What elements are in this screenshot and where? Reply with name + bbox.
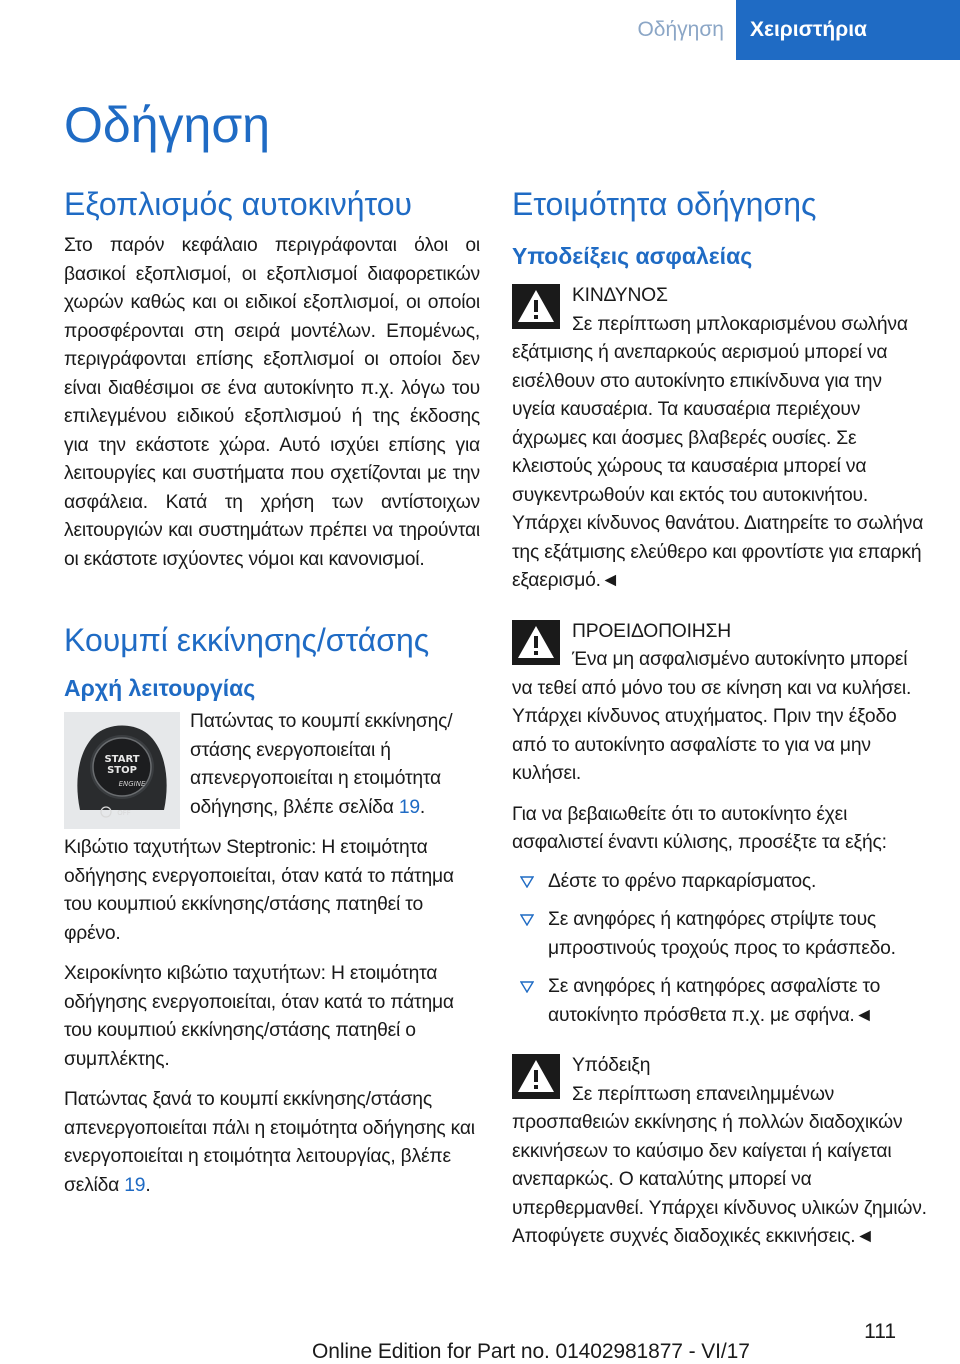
image-stop-text: STOP: [107, 765, 137, 776]
warning-triangle-icon: [512, 284, 560, 329]
image-off-text: OFF: [117, 809, 131, 817]
bullet-triangle-icon: [520, 981, 534, 993]
warning-triangle-icon: [512, 620, 560, 665]
rolling-check-paragraph: Για να βεβαιωθείτε ότι το αυτοκίνητο έχει ασφαλιστεί έναντι κύλισης, προσέξτε τα εξής:: [512, 803, 887, 853]
note-label: Υπόδειξη: [572, 1055, 651, 1076]
page-link-19[interactable]: 19: [398, 796, 420, 818]
image-start-text: START: [104, 754, 140, 765]
page-link-19-b[interactable]: 19: [124, 1174, 146, 1196]
subsection-title-safety: Υποδείξεις ασφαλείας: [512, 243, 753, 269]
rolling-steps-list: [512, 868, 928, 1031]
section-title-start-stop-button: Κουμπί εκκίνησης/στάσης: [64, 622, 430, 658]
page-header: [0, 0, 960, 62]
start-stop-paragraph-3: Χειροκίνητο κιβώτιο ταχυτήτων: Η ετοιμότητα οδήγησης ενεργοποιείται, όταν κατά το πάτημα του κουμπιού εκκίνησης/στάσης πατηθεί ο συμπλέκτης.: [64, 963, 454, 1070]
caution-warning: [512, 618, 928, 789]
left-column: [64, 176, 480, 1200]
page-footer: [0, 1320, 960, 1362]
vehicle-equipment-paragraph: Στο παρόν κεφάλαιο περιγράφονται όλοι οι βασικοί εξοπλισμοί, οι εξοπλισμοί διαφορετικών χωρών καθώς και οι ειδικοί εξοπλισμοί, οι οποίοι προσφέρονται στη σειρά μοντέλων. Επομένως, περιγράφονται επίσης εξοπλισμοί οι οποίοι δεν είναι διαθέσιμοι σε ένα αυτοκίνητο π.χ. λόγω του επιλεγμένου ειδικού εξοπλισμού ή της έκδοσης για την εκάστοτε χώρα. Αυτό ισχύει επίσης για λειτουργίες και συστήματα που σχετίζονται με την ασφάλεια. Κατά τη χρήση των αντίστοιχων λειτουργιών και συστημάτων πρέπει να τηρούνται οι εκάστοτε ισχύοντες νόμοι και κανονισμοί.: [64, 235, 480, 570]
caution-text: Ένα μη ασφαλισμένο αυτοκίνητο μπορεί να τεθεί από μόνο του σε κίνηση και να κυλήσει. Υπάρχει κίνδυνος ατυχήματος. Πριν την έξοδο από το αυτοκίνητο ασφαλίστε το για να μην κυλήσει.: [512, 649, 912, 784]
header-chapter-tab[interactable]: Χειριστήρια: [736, 0, 960, 60]
danger-label: ΚΙΝΔΥΝΟΣ: [572, 285, 668, 306]
start-stop-paragraph-2: Κιβώτιο ταχυτήτων Steptronic: Η ετοιμότητα οδήγησης ενεργοποιείται, όταν κατά το πάτημα του κουμπιού εκκίνησης/στάσης πατηθεί το φρένο.: [64, 837, 454, 944]
subsection-title-principle: Αρχή λειτουργίας: [64, 675, 256, 701]
bullet-triangle-icon: [520, 914, 534, 926]
section-title-drive-readiness: Ετοιμότητα οδήγησης: [512, 186, 817, 222]
note-warning: [512, 1052, 928, 1252]
danger-text: Σε περίπτωση μπλοκαρισμένου σωλήνα εξάτμισης ή ανεπαρκούς αερισμού μπορεί να εισέλθουν στο αυτοκίνητο επικίνδυνα για την υγεία καυσαέρια. Τα καυσαέρια περιέχουν άχρωμες και άοσμες βλαβερές ουσίες. Σε κλειστούς χώρους τα καυσαέρια μπορεί να συγκεντρωθούν και εκτός του αυτοκινήτου. Υπάρχει κίνδυνος θανάτου. Διατηρείτε το σωλήνα της εξάτμισης ελεύθερο και φροντίστε για επαρκή εξαερισμό.◄: [512, 313, 924, 591]
chapter-title: Οδήγηση: [64, 97, 271, 153]
header-section-label[interactable]: Οδήγηση: [637, 18, 724, 41]
start-stop-paragraph-4: Πατώντας ξανά το κουμπί εκκίνησης/στάσης απενεργοποιείται πάλι η ετοιμότητα οδήγησης και ενεργοποιείται η ετοιμότητα λειτουργίας, βλέπε σελίδα 19.: [64, 1089, 475, 1196]
start-stop-button-image: [64, 712, 180, 829]
start-stop-paragraph-1: Πατώντας το κουμπί εκκίνησης/στάσης ενεργοποιείται ή απενεργοποιείται η ετοιμότητα οδήγησης, βλέπε σελίδα 19.: [190, 711, 453, 818]
right-column: [512, 176, 928, 1252]
edition-note: Online Edition for Part no. 01402981877 - VI/17: [312, 1340, 750, 1363]
list-item: Δέστε το φρένο παρκαρίσματος.: [512, 868, 928, 897]
page-number: 111: [864, 1320, 896, 1343]
list-item: Σε ανηφόρες ή κατηφόρες στρίψτε τους μπροστινούς τροχούς προς το κράσπεδο.: [512, 906, 928, 963]
bullet-triangle-icon: [520, 876, 534, 888]
list-item: Σε ανηφόρες ή κατηφόρες ασφαλίστε το αυτοκίνητο πρόσθετα π.χ. με σφήνα.◄: [512, 973, 928, 1030]
warning-triangle-icon: [512, 1054, 560, 1099]
note-text: Σε περίπτωση επανειλημμένων προσπαθειών εκκίνησης ή πολλών διαδοχικών εκκινήσεων το καύσιμο δεν καίγεται ή καίγεται ανεπαρκώς. Ο καταλύτης μπορεί να υπερθερμανθεί. Υπάρχει κίνδυνος υλικών ζημιών. Αποφύγετε συχνές διαδοχικές εκκινήσεις.◄: [512, 1083, 927, 1247]
danger-warning: [512, 282, 928, 596]
image-engine-text: ENGINE: [118, 780, 146, 788]
caution-label: ΠΡΟΕΙΔΟΠΟΙΗΣΗ: [572, 620, 731, 642]
section-title-vehicle-equipment: Εξοπλισμός αυτοκινήτου: [64, 186, 413, 222]
